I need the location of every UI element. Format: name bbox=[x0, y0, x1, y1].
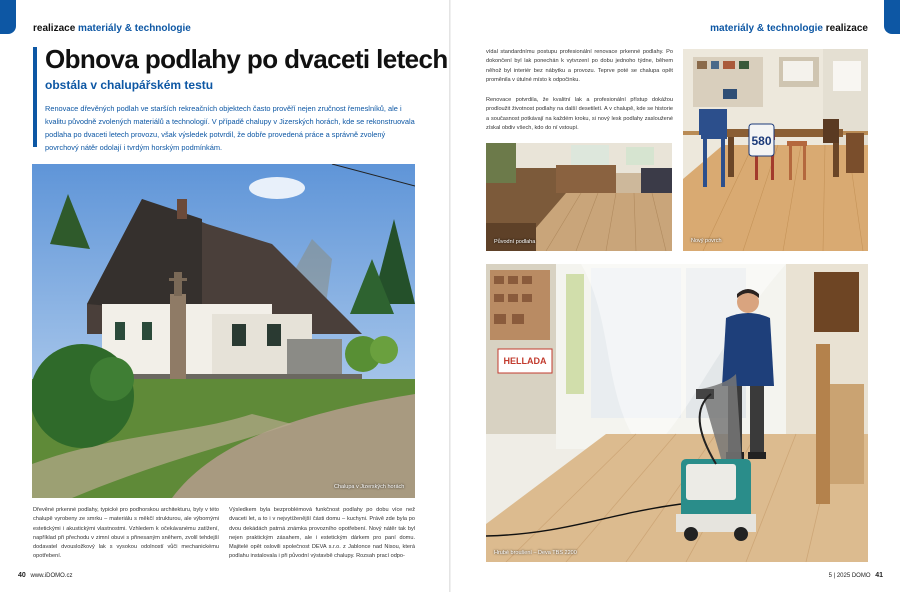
running-head-section: realizace bbox=[33, 23, 76, 34]
floor-sanding-photo bbox=[486, 264, 868, 562]
issue-label: 5 | 2025 DOMO bbox=[828, 573, 871, 579]
photo-caption: Chalupa v Jizerských horách bbox=[334, 484, 405, 490]
page-folio bbox=[829, 572, 886, 579]
original-floor-photo bbox=[486, 143, 672, 251]
running-head bbox=[33, 23, 191, 34]
running-head-topic: materiály & technologie bbox=[78, 23, 191, 34]
poster-text: HELLADA bbox=[503, 356, 547, 366]
photo-caption: Nový povrch bbox=[691, 238, 722, 244]
chair-number: 580 bbox=[751, 134, 772, 148]
website-url: www.iDOMO.cz bbox=[30, 573, 73, 579]
article-subtitle: obstála v chalupářském testu bbox=[45, 78, 214, 92]
cottage-photo bbox=[32, 164, 415, 498]
photo-caption: Původní podlaha bbox=[494, 239, 536, 245]
section-tab bbox=[0, 0, 16, 34]
running-head-topic: materiály & technologie bbox=[710, 23, 823, 34]
article-lead: Renovace dřevěných podlah ve starších rekreačních objektech často prověří nejen zručnost řemeslníků, ale i kvalitu původně zvolených materiálů a technologií. V případě chalupy v Jizerských horách, kde se rekonstruovala podlaha po dvaceti letech provozu, však výsledek potvrdil, že dobře provedená práce a správně zvolený povrchový nátěr odolají i tvrdým horským podmínkám. bbox=[45, 104, 415, 152]
body-column-top: vídal standardnímu postupu profesionální renovace prkenné podlahy. Po dokončení byl lak ponechán k vytvrzení po dobu jednoho týdne, během něhož byl interiér bez nábytku a provozu. Teprve poté se chalupa opět proměnila v útulné místo k odpočinku. bbox=[486, 49, 673, 83]
title-accent-bar bbox=[33, 47, 37, 147]
right-page bbox=[450, 0, 900, 592]
article-title: Obnova podlahy po dvaceti letech bbox=[45, 44, 448, 74]
body-column-2: Výsledkem byla bezproblémová funkčnost podlahy po dobu více než dvaceti let, a to i v nejvytíženější části domu – kuchyni. Právě zde byla po dvou dekádách patrná známka provozního opotřebení. Nový nátěr tak byl nejen praktickým zásahem, ale i estetickým dárkem pro paní domu. Majitelé opět oslovili společnost DEVA s.r.o. z Jablonce nad Nisou, která podlahu instalovala i při původní výstavbě chalupy. Rozsah prací odpo- bbox=[229, 507, 415, 560]
running-head bbox=[710, 23, 868, 34]
body-column-1: Dřevěné prkenné podlahy, typické pro podhorskou architekturu, byly v této chalupě vyrobeny ze smrku – materiálu s měkčí strukturou, ale výbornými estetickými i akustickými vlastnostmi. Vzhledem k očekávanému zatížení, například při přechodu v zimní obuvi s přinesaným sněhem, zvolil tehdejší dodavatel dvousložkový lak s vysokou odolností vůči mechanickému opotřebení. bbox=[33, 507, 219, 560]
body-column-bottom: Renovace potvrdila, že kvalitní lak a profesionální přístup dokážou prodloužit životnost podlahy na další desetiletí. A v chalupě, kde se historie a současnost potkávají na každém kroku, si nový lesk podlahy zasloužené získal obdiv všech, kdo do ní vstoupí. bbox=[486, 97, 673, 131]
section-tab bbox=[884, 0, 900, 34]
new-surface-photo bbox=[683, 49, 868, 251]
running-head-section: realizace bbox=[825, 23, 868, 34]
page-number: 41 bbox=[875, 572, 883, 579]
page-number: 40 bbox=[18, 572, 26, 579]
page-folio bbox=[15, 572, 72, 579]
photo-caption: Hrubé broušení – Deva TBS 2200 bbox=[494, 550, 577, 556]
